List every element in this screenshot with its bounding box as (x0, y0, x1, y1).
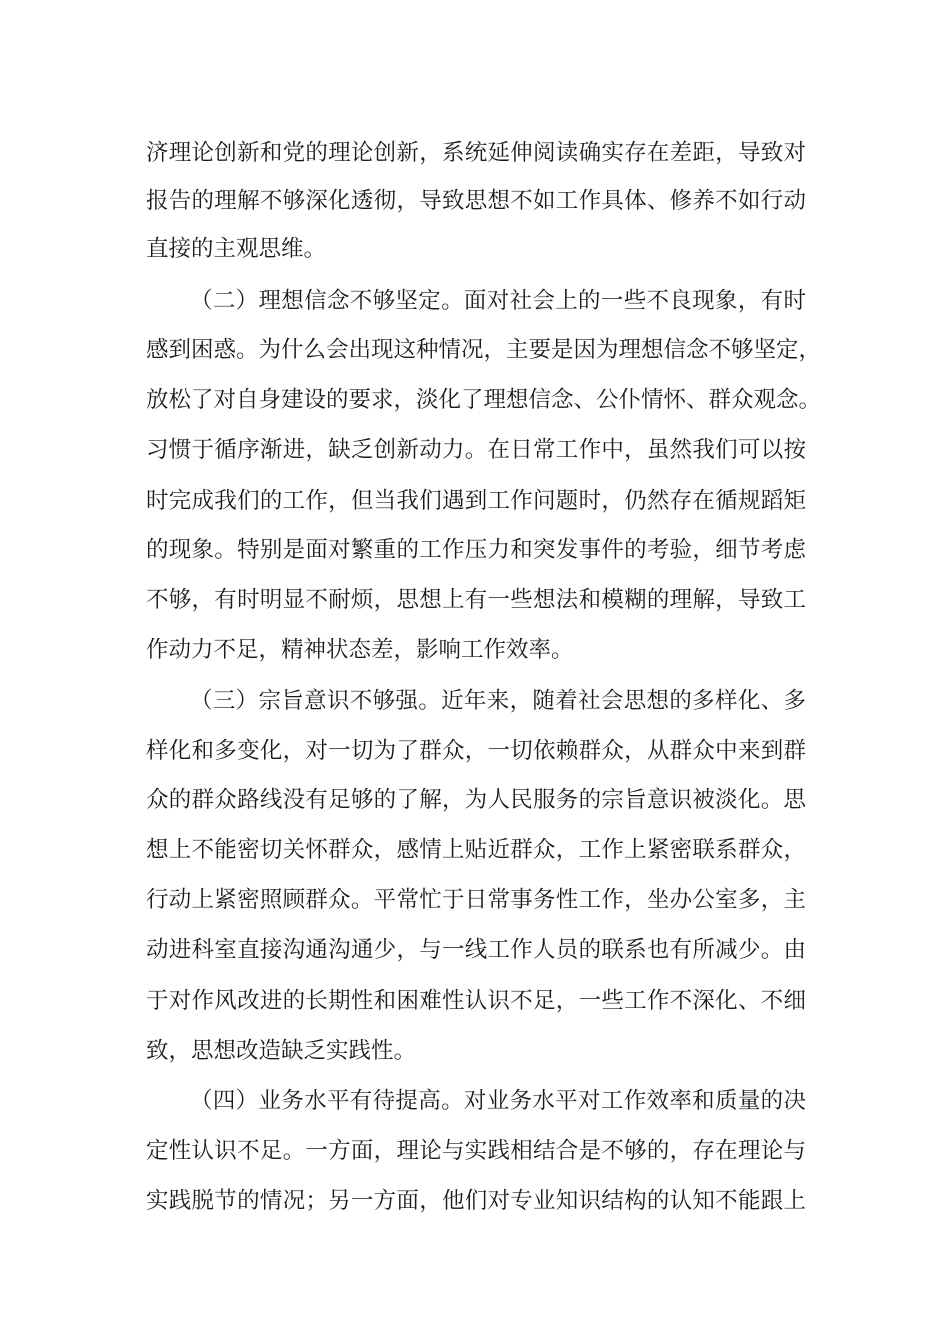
section-heading-line: （二）理想信念不够坚定。面对社会上的一些不良现象，有时 (190, 288, 806, 314)
text-line: 样化和多变化，对一切为了群众，一切依赖群众，从群众中来到群 (146, 738, 806, 764)
text-line: 直接的主观思维。 (146, 236, 327, 262)
text-line: 不够，有时明显不耐烦，思想上有一些想法和模糊的理解，导致工 (146, 587, 806, 613)
text-line: 放松了对自身建设的要求，淡化了理想信念、公仆情怀、群众观念。 (146, 387, 822, 413)
text-line: 报告的理解不够深化透彻，导致思想不如工作具体、修养不如行动 (146, 188, 806, 214)
text-line: 习惯于循序渐进，缺乏创新动力。在日常工作中，虽然我们可以按 (146, 437, 806, 463)
text-line: 定性认识不足。一方面，理论与实践相结合是不够的，存在理论与 (146, 1138, 806, 1164)
text-line: 动进科室直接沟通沟通少，与一线工作人员的联系也有所减少。由 (146, 937, 806, 963)
text-line: 作动力不足，精神状态差，影响工作效率。 (146, 637, 574, 663)
text-line: 济理论创新和党的理论创新，系统延伸阅读确实存在差距，导致对 (146, 140, 806, 166)
text-line: 想上不能密切关怀群众，感情上贴近群众，工作上紧密联系群众， (146, 837, 806, 863)
text-line: 行动上紧密照顾群众。平常忙于日常事务性工作，坐办公室多，主 (146, 887, 806, 913)
text-line: 实践脱节的情况；另一方面，他们对专业知识结构的认知不能跟上 (146, 1188, 806, 1214)
text-line: 于对作风改进的长期性和困难性认识不足，一些工作不深化、不细 (146, 988, 806, 1014)
section-heading-line: （四）业务水平有待提高。对业务水平对工作效率和质量的决 (190, 1088, 806, 1114)
text-line: 众的群众路线没有足够的了解，为人民服务的宗旨意识被淡化。思 (146, 787, 806, 813)
text-line: 致，思想改造缺乏实践性。 (146, 1038, 417, 1064)
text-line: 的现象。特别是面对繁重的工作压力和突发事件的考验，细节考虑 (146, 537, 806, 563)
section-heading-line: （三）宗旨意识不够强。近年来，随着社会思想的多样化、多 (190, 688, 806, 714)
text-line: 感到困惑。为什么会出现这种情况，主要是因为理想信念不够坚定， (146, 337, 822, 363)
text-line: 时完成我们的工作，但当我们遇到工作问题时，仍然存在循规蹈矩 (146, 488, 806, 514)
